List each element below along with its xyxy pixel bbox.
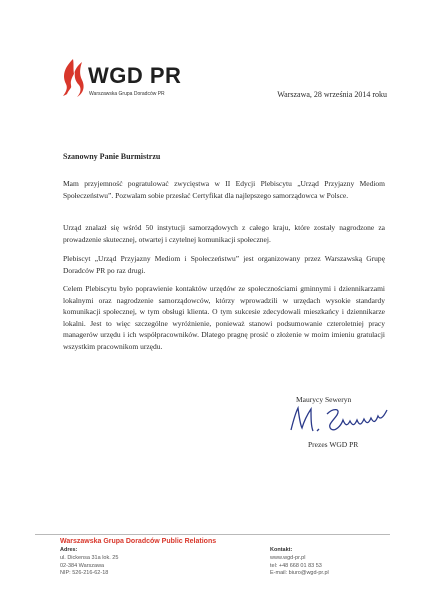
company-logo <box>60 58 210 108</box>
footer-contact <box>270 547 329 578</box>
tax-id: NIP: 526-216-62-18 <box>60 570 109 577</box>
email-link[interactable]: E-mail: biuro@wgd-pr.pl <box>270 570 329 577</box>
footer-address <box>60 547 118 578</box>
address-line: ul. Dickensa 31a lok. 25 <box>60 554 119 561</box>
website-link[interactable]: www.wgd-pr.pl <box>270 554 306 561</box>
paragraph-4: Celem Plebiscytu było poprawienie kontaktów urzędów ze społecznościami gminnymi i dziennikarzami lokalnymi oraz nagrodzenie samorządowców, którzy wprowadzili w urzędach wysokie standardy komunikacji społecznej, w tym obsługi klienta. O tym sukcesie zdecydowali mieszkańcy i dziennikarze lokalni. Jest to więc szczególne wyróżnienie, ponieważ stanowi podsumowanie czteroletniej pracy managerów urzędu i ich współpracowników. Dlatego pragnę prosić o złożenie w moim imieniu gratulacji wszystkim pracownikom urzędu. <box>63 284 385 351</box>
signatory-role: Prezes WGD PR <box>308 440 359 449</box>
footer-company-name: Warszawska Grupa Doradców Public Relations <box>60 538 217 545</box>
signatory-name: Maurycy Seweryn <box>296 395 352 404</box>
handwritten-signature <box>287 400 392 438</box>
address-line: 02-384 Warszawa <box>60 562 105 569</box>
phone-number: tel: +48 668 01 83 53 <box>270 562 322 569</box>
footer-divider <box>35 534 390 535</box>
paragraph-1: Mam przyjemność pogratulować zwycięstwa w II Edycji Plebiscytu „Urząd Przyjazny Mediom Społeczeństwu”. Pozwalam sobie przesłać Certyfikat dla najlepszego samorządowca w Polsce. <box>63 179 385 200</box>
address-label: Adres: <box>60 547 78 553</box>
contact-label: Kontakt: <box>270 547 293 553</box>
letter-date: Warszawa, 28 września 2014 roku <box>277 90 387 99</box>
paragraph-3: Plebiscyt „Urząd Przyjazny Mediom i Społeczeństwu” jest organizowany przez Warszawską Grupę Doradców PR po raz drugi. <box>63 254 385 275</box>
flame-logo-icon <box>60 58 86 100</box>
paragraph-2: Urząd znalazł się wśród 50 instytucji samorządowych z całego kraju, które zostały nagrodzone za prowadzenie skutecznej, otwartej i czytelnej komunikacji społecznej. <box>63 223 385 244</box>
logo-text: WGD PR <box>88 63 182 88</box>
logo-subtext: Warszawska Grupa Doradców PR <box>89 91 165 97</box>
salutation: Szanowny Panie Burmistrzu <box>63 152 161 161</box>
